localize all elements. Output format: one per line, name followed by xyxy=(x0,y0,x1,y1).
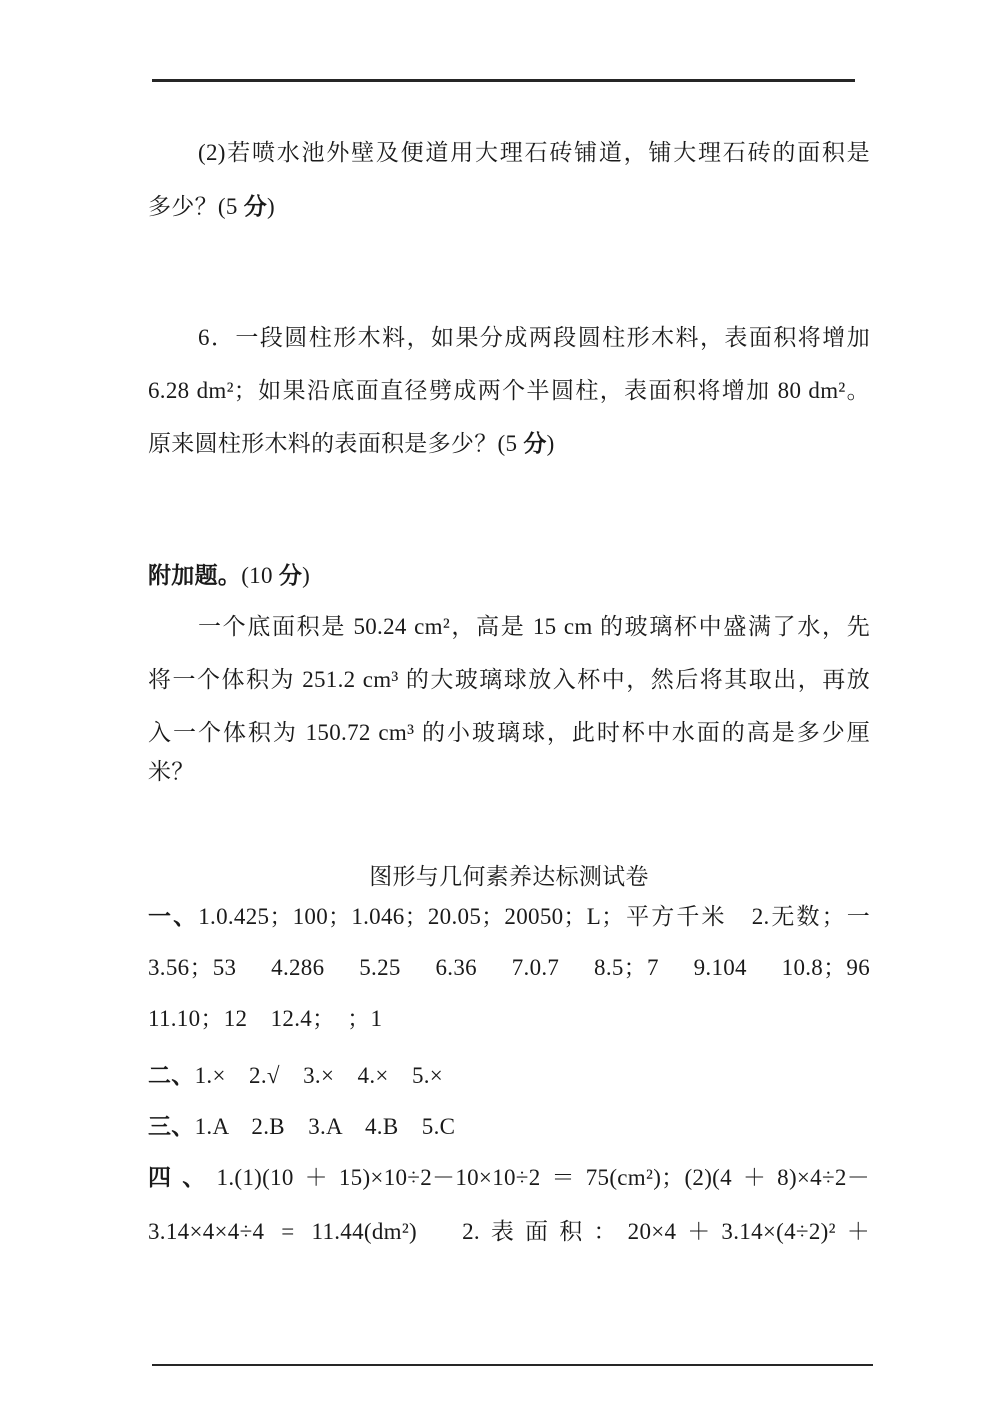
text-segment: 多少？(5 xyxy=(148,194,244,219)
bold-text-segment: 分 xyxy=(278,562,303,588)
bold-text-segment: 分 xyxy=(523,430,547,456)
text-segment: ) xyxy=(267,194,275,219)
answer-section-1-line-2 xyxy=(148,948,870,988)
problem-6-text-line-3 xyxy=(148,423,870,464)
problem-6-text-line-2 xyxy=(148,371,870,411)
text-segment: 6.28 dm²；如果沿底面直径劈成两个半圆柱，表面积将增加 80 dm²。 xyxy=(148,378,870,403)
answer-section-4-line-1 xyxy=(148,1157,870,1198)
text-segment: (10 xyxy=(241,563,279,588)
text-segment: ) xyxy=(546,431,555,456)
text-segment: ) xyxy=(302,563,311,588)
text-segment: 6．一段圆柱形木料，如果分成两段圆柱形木料，表面积将增加 xyxy=(198,325,870,350)
text-segment: 米？ xyxy=(148,759,195,784)
text-segment: 将一个体积为 251.2 cm³ 的大玻璃球放入杯中，然后将其取出，再放 xyxy=(148,667,870,692)
text-segment: 1.(1)(10＋15)×10÷2－10×10÷2＝75(cm²)；(2)(4＋8)×4÷2－ xyxy=(216,1165,871,1190)
answer-section-4-line-2 xyxy=(148,1212,870,1252)
answer-section-1-line-1 xyxy=(148,896,870,937)
text-segment: 图形与几何素养达标测试卷 xyxy=(369,864,649,889)
bold-text-segment: 一、 xyxy=(148,903,199,929)
problem-5-2-text-line-2 xyxy=(148,186,870,227)
bold-text-segment: 二、 xyxy=(148,1062,195,1088)
bonus-question-text-line-4 xyxy=(148,752,870,792)
text-segment: (2)若喷水池外壁及便道用大理石砖铺道，铺大理石砖的面积是 xyxy=(198,140,870,165)
bold-text-segment: 四、 xyxy=(148,1164,217,1190)
answer-section-1-line-3 xyxy=(148,999,870,1039)
problem-5-2-text-line-1 xyxy=(148,133,870,173)
text-segment: 一个底面积是 50.24 cm²，高是 15 cm 的玻璃杯中盛满了水，先 xyxy=(198,614,870,639)
bottom-rule xyxy=(152,1364,873,1366)
text-segment: 3.14×4×4÷4 = 11.44(dm²) 2.表面积：20×4＋3.14×(4÷2)²＋ xyxy=(148,1219,870,1244)
bold-text-segment: 三、 xyxy=(148,1113,195,1139)
answer-section-2 xyxy=(148,1055,870,1096)
answer-key-title xyxy=(148,857,870,897)
text-segment: 3.56；53 4.286 5.25 6.36 7.0.7 8.5；7 9.104 10.8；96 xyxy=(148,955,870,980)
text-segment: 1.0.425；100；1.046；20.05；20050；L；平方千米 2.无数；一 xyxy=(198,904,870,929)
text-segment: 入一个体积为 150.72 cm³ 的小玻璃球，此时杯中水面的高是多少厘 xyxy=(148,720,870,745)
top-rule xyxy=(152,79,855,82)
text-segment: 11.10；12 12.4； ；1 xyxy=(148,1006,383,1031)
bonus-question-text-line-1 xyxy=(148,607,870,647)
text-segment: 1.A 2.B 3.A 4.B 5.C xyxy=(194,1114,456,1139)
problem-6-text-line-1 xyxy=(148,318,870,358)
bonus-question-text-line-2 xyxy=(148,660,870,700)
text-segment: 1.× 2.√ 3.× 4.× 5.× xyxy=(194,1063,444,1088)
bold-text-segment: 分 xyxy=(243,193,268,219)
bonus-question-text-line-3 xyxy=(148,713,870,753)
bonus-question-heading xyxy=(148,555,870,596)
text-segment: 原来圆柱形木料的表面积是多少？(5 xyxy=(148,431,524,456)
answer-section-3 xyxy=(148,1106,870,1147)
bold-text-segment: 附加题。 xyxy=(148,562,242,588)
